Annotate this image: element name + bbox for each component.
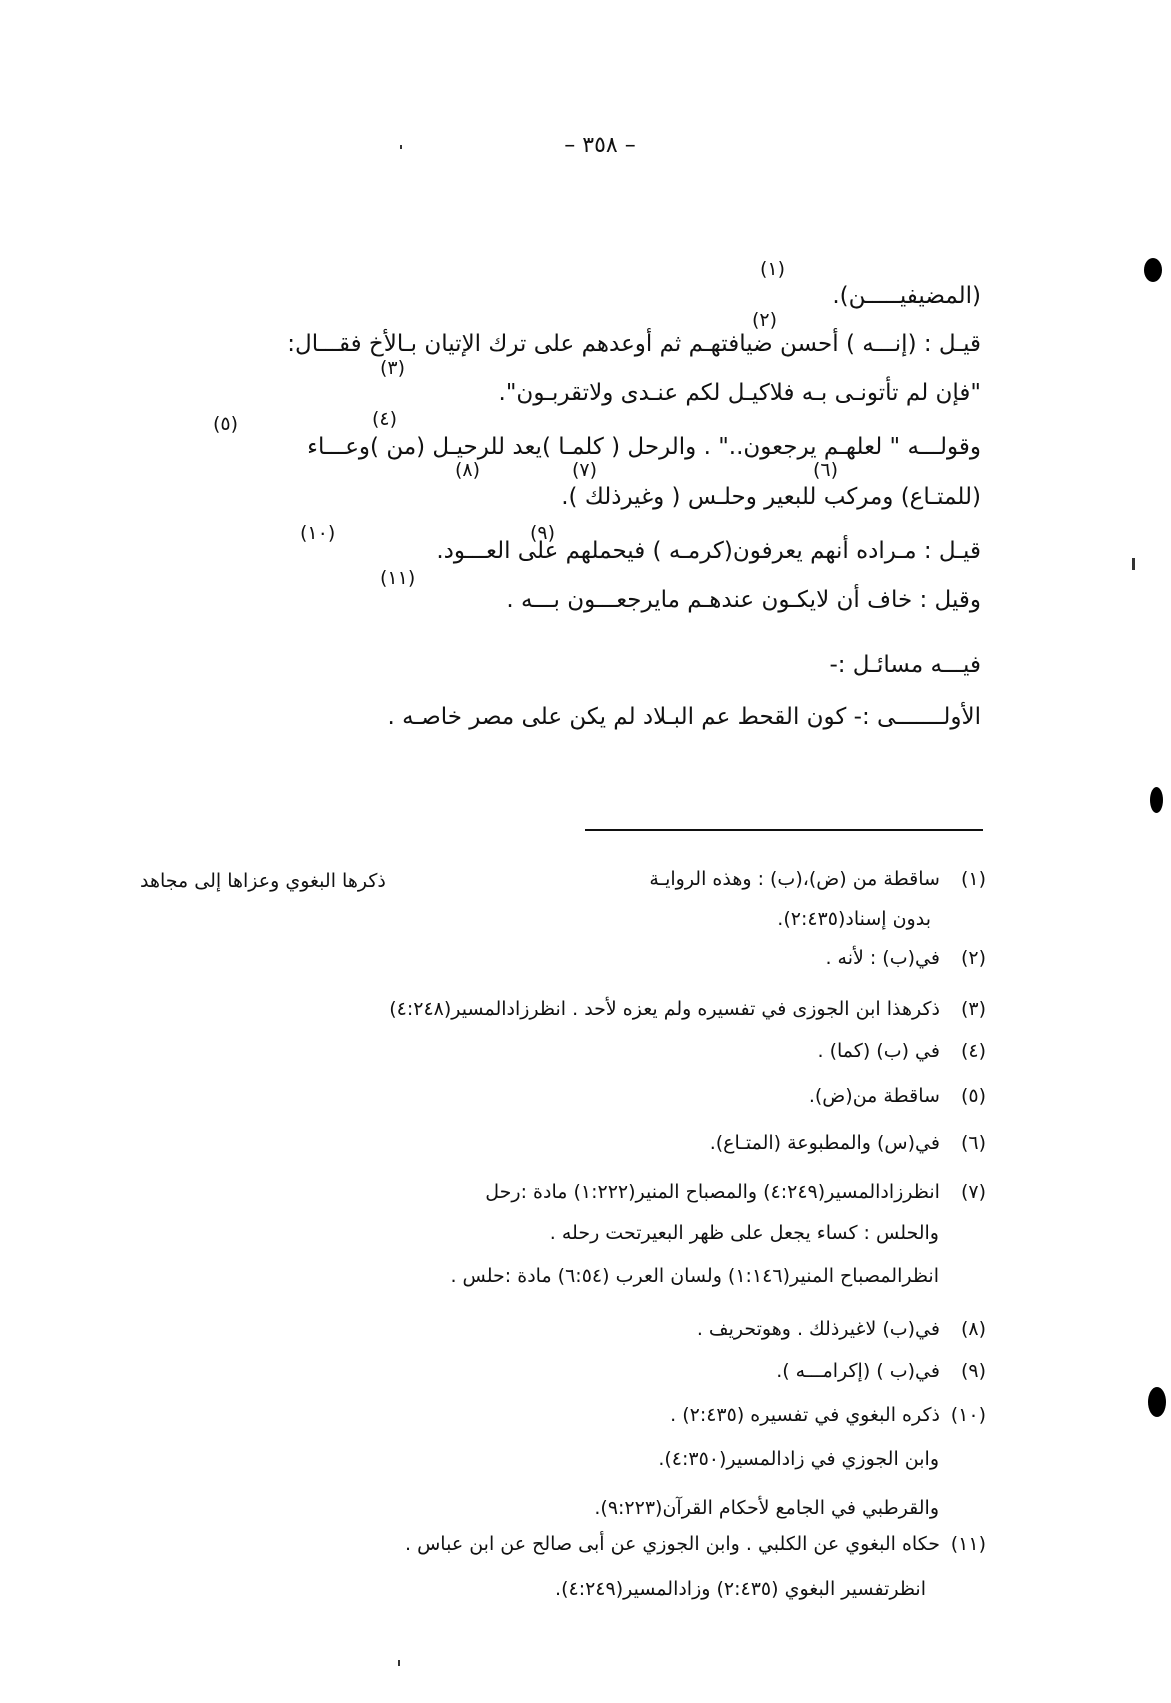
footnote-separator: [585, 829, 983, 831]
footnote-text: في (ب) (كما) .: [817, 1040, 940, 1062]
footnote-text: ذكرهذا ابن الجوزى في تفسيره ولم يعزه لأحد . انظرزادالمسير(٤:٢٤٨): [389, 998, 940, 1020]
body-line-4: وقولـــه " لعلهـم يرجعون.." . والرحل ( كلمـا )يعد للرحيـل (من )وعـــاء: [307, 434, 981, 460]
footnote-text: والحلس : كساء يجعل على ظهر البعيرتحت رحله .: [549, 1222, 939, 1244]
body-line-1: (المضيفيـــــن).: [832, 283, 981, 309]
body-line-9: الأولـــــــى :- كون القحط عم البـلاد لم يكن على مصر خاصـه .: [387, 704, 981, 730]
footnote-number: (١): [960, 868, 986, 890]
footnote-text: والقرطبي في الجامع لأحكام القرآن(٩:٢٢٣).: [594, 1497, 939, 1519]
scan-speck: [1132, 558, 1135, 570]
footnote-2: [825, 947, 986, 969]
footnote-text: ساقطة من (ض)،(ب) : وهذه الروايـة: [649, 868, 940, 890]
footnote-marker-11: (١١): [380, 567, 416, 589]
footnote-7-cont-1: [550, 1222, 939, 1244]
footnote-number: (٣): [960, 998, 986, 1020]
body-line-6: قيـل : مـراده أنهم يعرفون(كرمـه ) فيحملهم على العـــود.: [436, 538, 981, 564]
footnote-number: (٦): [960, 1132, 986, 1154]
footnote-marker-10: (١٠): [300, 522, 336, 544]
footnote-11-cont: [555, 1578, 926, 1600]
footnote-3: [389, 998, 986, 1020]
footnote-text: ساقطة من(ض).: [808, 1085, 940, 1107]
footnote-number: (١١): [950, 1533, 986, 1555]
body-line-5: (للمتـاع) ومركب للبعير وحلـس ( وغيرذلك ).: [561, 484, 981, 510]
footnote-number: (٢): [960, 947, 986, 969]
body-line-7: وقيل : خاف أن لايكـون عندهـم مايرجعـــون بـــه .: [506, 587, 981, 613]
footnote-10: [670, 1404, 986, 1426]
footnote-number: (٨): [960, 1318, 986, 1340]
page-number: – ٣٥٨ –: [564, 133, 636, 158]
footnote-text: وابن الجوزي في زادالمسير(٤:٣٥٠).: [658, 1448, 939, 1470]
footnote-7: [485, 1181, 986, 1203]
body-line-8: فيـــه مسائـل :-: [829, 652, 981, 678]
footnote-marker-3: (٣): [380, 357, 406, 379]
footnote-8: [697, 1318, 986, 1340]
footnote-5: [809, 1085, 986, 1107]
footnote-marker-9: (٩): [530, 522, 556, 544]
footnote-marker-1: (١): [760, 258, 786, 280]
footnote-text: في(ب ) (إكرامـــه ).: [776, 1360, 940, 1382]
footnote-1: [649, 868, 986, 890]
footnote-text: بدون إسناد(٢:٤٣٥).: [777, 908, 931, 930]
footnote-11: [405, 1533, 986, 1555]
footnote-9: [776, 1360, 986, 1382]
footnote-text: ذكره البغوي في تفسيره (٢:٤٣٥) .: [670, 1404, 940, 1426]
scan-speck: [398, 1660, 400, 1666]
scan-hole-mark: [1150, 787, 1163, 813]
body-line-2: قيـل : (إنـــه ) أحسن ضيافتهـم ثم أوعدهم على ترك الإتيان بـالأخ فقـــال:: [287, 331, 981, 357]
footnote-marker-2: (٢): [752, 309, 778, 331]
footnote-marker-6: (٦): [813, 459, 839, 481]
footnote-text: حكاه البغوي عن الكلبي . وابن الجوزي عن أبى صالح عن ابن عباس .: [405, 1533, 940, 1555]
footnote-10-cont-2: [594, 1497, 939, 1519]
footnote-number: (٥): [960, 1085, 986, 1107]
scan-speck: [400, 145, 402, 149]
footnote-number: (٩): [960, 1360, 986, 1382]
footnote-6: [710, 1132, 986, 1154]
footnote-1-cont: [777, 908, 931, 930]
footnote-marker-8: (٨): [455, 459, 481, 481]
footnote-4: [818, 1040, 986, 1062]
footnote-number: (٧): [960, 1181, 986, 1203]
footnote-text: في(ب) : لأنه .: [825, 947, 940, 969]
footnote-number: (١٠): [950, 1404, 986, 1426]
footnote-marker-5: (٥): [213, 413, 239, 435]
scan-hole-mark: [1148, 1387, 1166, 1417]
footnote-text: انظرزادالمسير(٤:٢٤٩) والمصباح المنير(١:٢٢٢) مادة :رحل: [485, 1181, 940, 1203]
footnote-side-note: ذكرها البغوي وعزاها إلى مجاهد: [140, 870, 386, 892]
footnote-10-cont-1: [658, 1448, 939, 1470]
footnote-text: انظرالمصباح المنير(١:١٤٦) ولسان العرب (٦:٥٤) مادة :حلس .: [450, 1265, 939, 1287]
footnote-text: في(س) والمطبوعة (المتـاع).: [709, 1132, 940, 1154]
footnote-text: في(ب) لاغيرذلك . وهوتحريف .: [696, 1318, 940, 1340]
footnote-number: (٤): [960, 1040, 986, 1062]
footnote-text: انظرتفسير البغوي (٢:٤٣٥) وزادالمسير(٤:٢٤٩).: [555, 1578, 926, 1600]
footnote-7-cont-2: [450, 1265, 939, 1287]
body-line-3: "فإن لم تأتونـى بـه فلاكيـل لكم عنـدى ولاتقربـون".: [498, 380, 981, 406]
footnote-marker-7: (٧): [572, 459, 598, 481]
footnote-marker-4: (٤): [372, 408, 398, 430]
scan-hole-mark: [1144, 258, 1162, 282]
